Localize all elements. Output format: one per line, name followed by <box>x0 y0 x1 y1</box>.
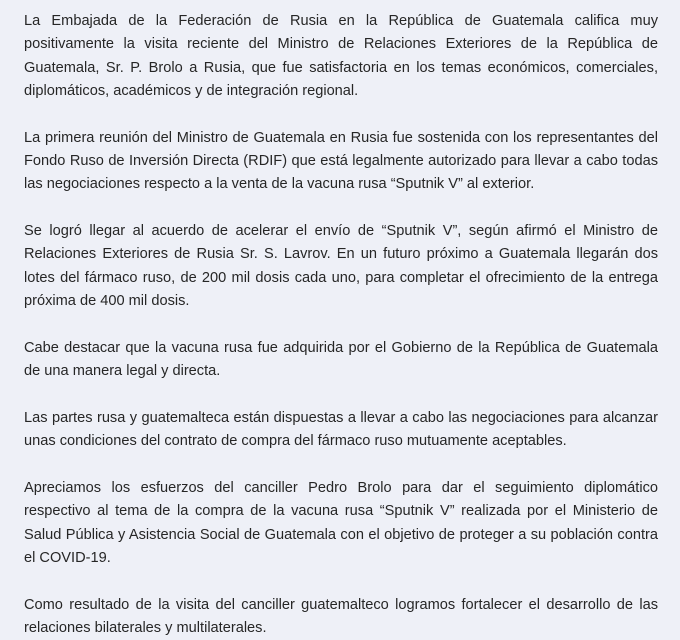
paragraph-appreciation: Apreciamos los esfuerzos del canciller Pedro Brolo para dar el seguimiento diplomático respectivo al tema de la compra de la vacuna rusa “Sputnik V” realizada por el Ministerio de Salud Pública y Asistencia Social de Guatemala con el objetivo de proteger a su población contra el COVID-19. <box>24 479 658 566</box>
paragraph-negotiations: Las partes rusa y guatemalteca están dispuestas a llevar a cabo las negociaciones para alcanzar unas condiciones del contrato de compra del fármaco ruso mutuamente aceptables. <box>24 409 658 450</box>
paragraph-delivery-agreement: Se logró llegar al acuerdo de acelerar el envío de “Sputnik V”, según afirmó el Ministro de Relaciones Exteriores de Rusia Sr. S. Lavrov. En un futuro próximo a Guatemala llegarán dos lotes del fármaco ruso, de 200 mil dosis cada uno, para completar el ofrecimiento de la entrega próxima de 400 mil dosis. <box>24 223 658 309</box>
paragraph-legal-acquisition: Cabe destacar que la vacuna rusa fue adquirida por el Gobierno de la República de Guatemala de una manera legal y directa. <box>24 339 658 380</box>
paragraph-rdif-meeting: La primera reunión del Ministro de Guatemala en Rusia fue sostenida con los representantes del Fondo Ruso de Inversión Directa (RDIF) que está legalmente autorizado para llevar a cabo todas las negociaciones respecto a la venta de la vacuna rusa “Sputnik V” al exterior. <box>24 129 658 193</box>
paragraph-conclusion: Como resultado de la visita del canciller guatemalteco logramos fortalecer el desarrollo de las relaciones bilaterales y multilaterales. <box>24 596 658 636</box>
paragraph-visit-summary: La Embajada de la Federación de Rusia en la República de Guatemala califica muy positivamente la visita reciente del Ministro de Relaciones Exteriores de la República de Guatemala, Sr. P. Brolo a Rusia, que fue satisfactoria en los temas económicos, comerciales, diplomáticos, académicos y de integración regional. <box>24 13 658 99</box>
